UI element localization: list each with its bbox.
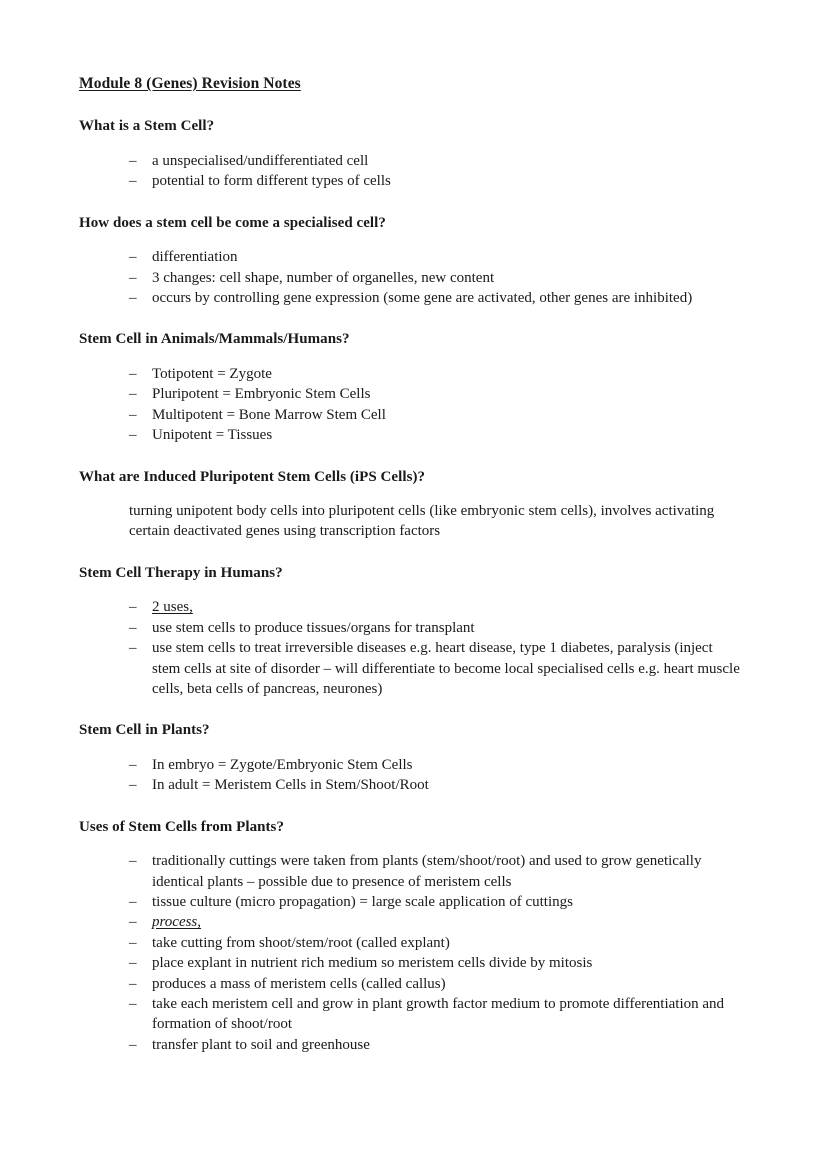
bullet-list <box>79 597 740 699</box>
list-item-text: take cutting from shoot/stem/root (called explant) <box>152 934 450 951</box>
list-item <box>79 851 740 892</box>
bullet-dash-icon: – <box>129 386 137 403</box>
list-item <box>79 247 740 267</box>
list-item <box>79 933 740 953</box>
section-heading: What are Induced Pluripotent Stem Cells (iPS Cells)? <box>79 468 426 485</box>
bullet-dash-icon: – <box>129 269 137 286</box>
section-heading: How does a stem cell be come a specialised cell? <box>79 214 386 231</box>
list-item-text: process, <box>152 914 202 931</box>
section-heading: What is a Stem Cell? <box>79 118 215 135</box>
list-item-text: a unspecialised/undifferentiated cell <box>152 152 369 169</box>
list-item <box>79 618 740 638</box>
section <box>79 721 740 795</box>
bullet-list <box>79 247 740 308</box>
section-heading: Stem Cell in Plants? <box>79 722 210 739</box>
bullet-dash-icon: – <box>129 996 137 1013</box>
list-item <box>79 384 740 404</box>
list-item-text: In adult = Meristem Cells in Stem/Shoot/Root <box>152 777 429 794</box>
page-title: Module 8 (Genes) Revision Notes <box>79 75 301 92</box>
bullet-dash-icon: – <box>129 853 137 870</box>
section <box>79 330 740 445</box>
bullet-list <box>79 364 740 446</box>
list-item <box>79 638 740 699</box>
bullet-dash-icon: – <box>129 249 137 266</box>
list-item <box>79 425 740 445</box>
list-item <box>79 953 740 973</box>
paragraph-block <box>79 501 740 542</box>
list-item-text: 2 uses, <box>152 599 193 616</box>
section-heading: Uses of Stem Cells from Plants? <box>79 818 284 835</box>
list-item-text: Pluripotent = Embryonic Stem Cells <box>152 386 371 403</box>
bullet-dash-icon: – <box>129 955 137 972</box>
bullet-dash-icon: – <box>129 365 137 382</box>
bullet-dash-icon: – <box>129 290 137 306</box>
bullet-dash-icon: – <box>129 152 137 169</box>
list-item-text: transfer plant to soil and greenhouse <box>152 1036 370 1053</box>
list-item-text: use stem cells to produce tissues/organs for transplant <box>152 619 475 636</box>
list-item-text: traditionally cuttings were taken from plants (stem/shoot/root) and used to grow genetically identical plants – possible due to presence of meristem cells <box>152 853 702 890</box>
section <box>79 468 740 542</box>
list-item <box>79 364 740 384</box>
section <box>79 117 740 191</box>
list-item <box>79 268 740 288</box>
bullet-dash-icon: – <box>129 406 137 423</box>
bullet-dash-icon: – <box>129 894 137 910</box>
list-item <box>79 892 740 912</box>
list-item-text: take each meristem cell and grow in plant growth factor medium to promote differentiation and formation of shoot/root <box>152 996 725 1033</box>
section-heading: Stem Cell Therapy in Humans? <box>79 564 283 581</box>
list-item-text: In embryo = Zygote/Embryonic Stem Cells <box>152 756 413 773</box>
section-heading: Stem Cell in Animals/Mammals/Humans? <box>79 331 350 348</box>
bullet-dash-icon: – <box>129 756 137 773</box>
bullet-dash-icon: – <box>129 777 137 794</box>
bullet-dash-icon: – <box>129 619 137 636</box>
bullet-dash-icon: – <box>129 173 137 190</box>
list-item-text: Multipotent = Bone Marrow Stem Cell <box>152 406 386 423</box>
list-item-text: Totipotent = Zygote <box>152 365 272 382</box>
list-item <box>79 912 740 932</box>
list-item <box>79 994 740 1035</box>
list-item <box>79 288 740 308</box>
list-item <box>79 1035 740 1055</box>
sections-container <box>79 117 740 1055</box>
section <box>79 564 740 700</box>
section <box>79 818 740 1056</box>
bullet-list <box>79 851 740 1055</box>
list-item <box>79 151 740 171</box>
bullet-dash-icon: – <box>129 1036 137 1053</box>
bullet-list <box>79 151 740 192</box>
list-item-text: 3 changes: cell shape, number of organelles, new content <box>152 269 495 286</box>
list-item-text: produces a mass of meristem cells (called callus) <box>152 975 446 992</box>
bullet-dash-icon: – <box>129 934 137 951</box>
bullet-list <box>79 755 740 796</box>
list-item-text: Unipotent = Tissues <box>152 427 273 444</box>
list-item-text: occurs by controlling gene expression (some gene are activated, other genes are inhibited) <box>152 290 693 306</box>
paragraph: turning unipotent body cells into pluripotent cells (like embryonic stem cells), involves activating certain deactivated genes using transcription factors <box>129 503 715 540</box>
list-item <box>79 405 740 425</box>
list-item <box>79 755 740 775</box>
bullet-dash-icon: – <box>129 427 137 444</box>
list-item <box>79 974 740 994</box>
list-item <box>79 597 740 617</box>
list-item-text: use stem cells to treat irreversible diseases e.g. heart disease, type 1 diabetes, paralysis (inject stem cells at site of disorder – will differentiate to become local specialised cells e.g. heart muscle cells, beta cells of pancreas, neurones) <box>152 640 740 697</box>
section <box>79 214 740 309</box>
list-item-text: tissue culture (micro propagation) = large scale application of cuttings <box>152 894 573 910</box>
list-item <box>79 171 740 191</box>
bullet-dash-icon: – <box>129 599 137 616</box>
bullet-dash-icon: – <box>129 975 137 992</box>
bullet-dash-icon: – <box>129 914 137 931</box>
list-item-text: place explant in nutrient rich medium so meristem cells divide by mitosis <box>152 955 593 972</box>
list-item-text: potential to form different types of cells <box>152 173 391 190</box>
list-item-text: differentiation <box>152 249 238 266</box>
bullet-dash-icon: – <box>129 640 137 657</box>
list-item <box>79 775 740 795</box>
